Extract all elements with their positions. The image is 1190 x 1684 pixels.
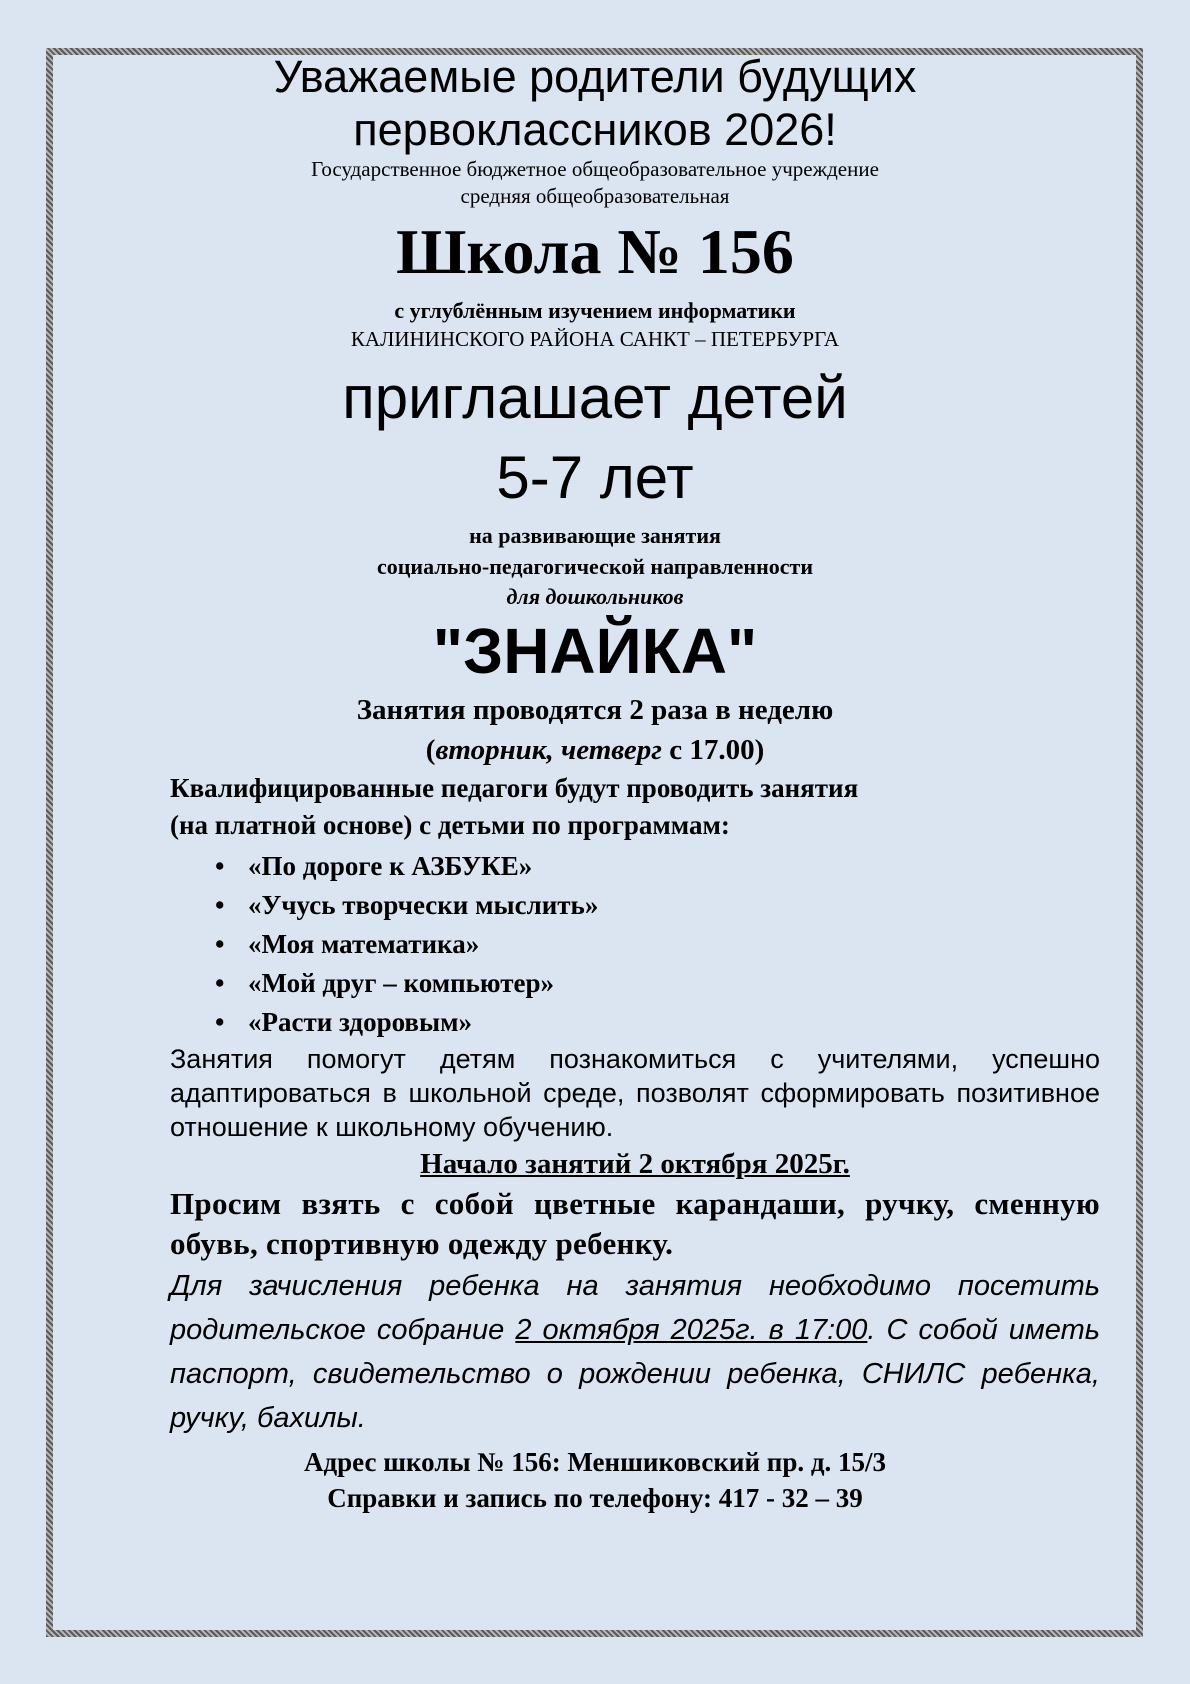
phone-info: Справки и запись по телефону: 417 - 32 – 39 — [327, 1483, 863, 1513]
enrollment-text-2: . С собой иметь паспорт, свидетельство о рождении ребенка, СНИЛС ребенка, ручку, бахилы. — [170, 1314, 1101, 1434]
org-line-1: Государственное бюджетное общеобразовательное учреждение — [311, 157, 879, 181]
schedule-days — [60, 730, 1130, 770]
list-item: • «По дороге к АЗБУКЕ» — [215, 847, 1100, 886]
schedule-time: с 17.00) — [661, 734, 765, 766]
flyer — [60, 50, 1130, 1516]
school-address: Адрес школы № 156: Меншиковский пр. д. 15/3 — [303, 1447, 887, 1477]
teachers-line-2: (на платной основе) с детьми по программам: — [170, 810, 730, 840]
district: КАЛИНИНСКОГО РАЙОНА САНКТ – ПЕТЕРБУРГА — [350, 327, 840, 351]
bring-items: Просим взять с собой цветные карандаши, ручку, сменную обувь, спортивную одежду ребенку. — [170, 1186, 1100, 1261]
enrollment-text-1: Для зачисления ребенка на занятия необходимо посетить родительское собрание — [170, 1270, 1100, 1346]
invite-age: 5-7 лет — [496, 444, 694, 511]
org-line-2: средняя общеобразовательная — [460, 184, 730, 208]
program-list — [170, 847, 1100, 1042]
benefits-paragraph: Занятия помогут детям познакомиться с учителями, успешно адаптироваться в школьной среде, позволят сформировать позитивное отношение к школьному обучению. — [170, 1044, 1100, 1142]
list-item: • «Моя математика» — [215, 925, 1100, 964]
list-item: • «Расти здоровым» — [215, 1003, 1100, 1042]
meeting-date: 2 октября 2025г. в 17:00 — [515, 1314, 868, 1346]
list-item: • «Мой друг – компьютер» — [215, 964, 1100, 1003]
enrollment-paragraph — [170, 1264, 1100, 1440]
schedule-open-paren: ( — [425, 734, 436, 766]
invite-desc-3: для дошкольников — [506, 584, 684, 609]
invite-desc-2: социально-педагогической направленности — [376, 554, 814, 579]
program-title: "ЗНАЙКА" — [432, 615, 758, 687]
schedule-line: Занятия проводятся 2 раза в неделю — [356, 694, 834, 726]
greeting-line-1: Уважаемые родители будущих — [273, 51, 917, 102]
specialization: с углублённым изучением информатики — [394, 298, 796, 323]
invite-line-1: приглашает детей — [342, 364, 848, 431]
list-item: • «Учусь творчески мыслить» — [215, 886, 1100, 925]
invite-desc-1: на развивающие занятия — [469, 523, 721, 548]
greeting-line-2: первоклассников 2026! — [353, 104, 837, 155]
schedule-days-text: вторник, четверг — [435, 734, 662, 766]
start-date: Начало занятий 2 октября 2025г. — [420, 1148, 850, 1180]
school-name: Школа № 156 — [396, 216, 794, 287]
teachers-line-1: Квалифицированные педагоги будут проводить занятия — [170, 773, 859, 803]
